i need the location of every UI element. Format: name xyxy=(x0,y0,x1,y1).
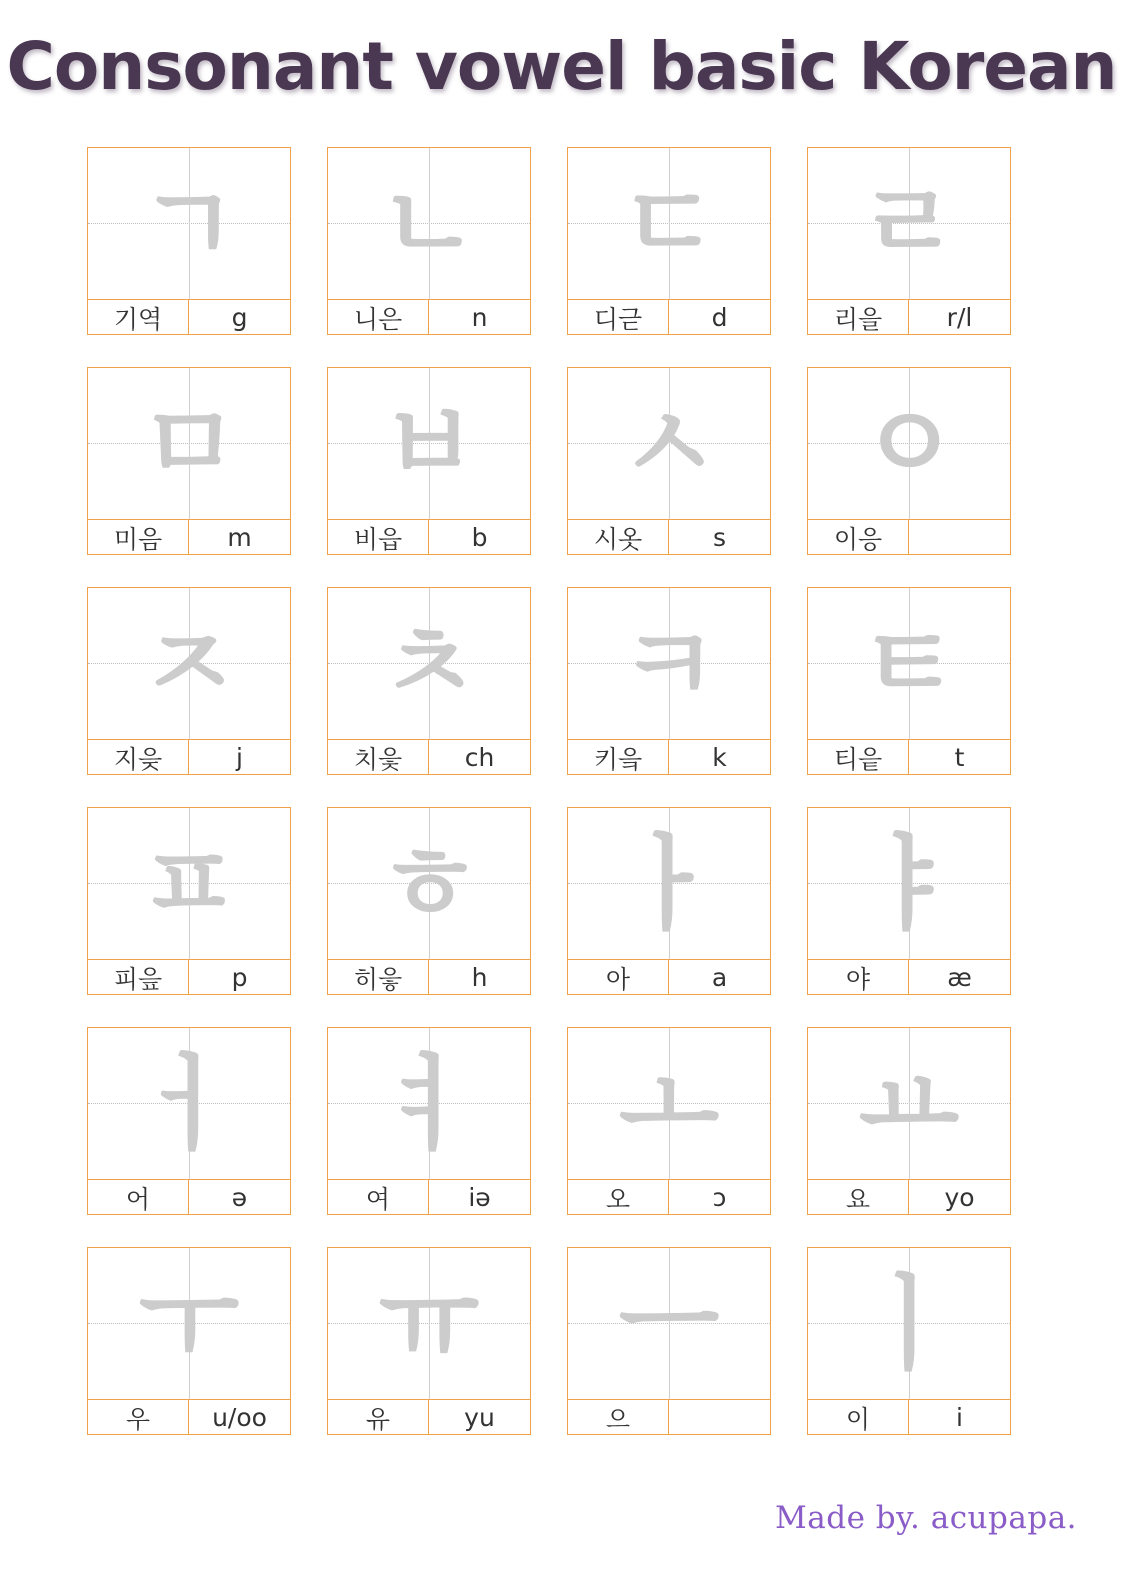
hangul-glyph: ㅌ xyxy=(858,603,960,725)
hangul-glyph: ㅣ xyxy=(858,1263,960,1385)
letter-name: 비읍 xyxy=(328,520,429,555)
letter-card xyxy=(807,1027,1011,1215)
letter-card xyxy=(87,1247,291,1435)
letter-name: 요 xyxy=(808,1180,909,1215)
romanization: h xyxy=(471,963,488,992)
letter-card xyxy=(87,1027,291,1215)
hangul-glyph: ㅓ xyxy=(138,1043,240,1165)
letter-card xyxy=(327,1027,531,1215)
romanization: s xyxy=(712,523,727,552)
hangul-glyph: ㅗ xyxy=(618,1043,720,1165)
card-footer xyxy=(568,1399,770,1435)
hangul-glyph: ㅈ xyxy=(138,603,240,725)
card-footer xyxy=(328,299,530,335)
card-footer xyxy=(328,1179,530,1215)
romanization: a xyxy=(711,963,728,992)
letter-card xyxy=(807,807,1011,995)
letter-card xyxy=(567,807,771,995)
letter-card xyxy=(807,587,1011,775)
letter-name: 우 xyxy=(88,1400,189,1435)
letter-name: 유 xyxy=(328,1400,429,1435)
letter-card xyxy=(567,367,771,555)
card-footer xyxy=(568,299,770,335)
hangul-glyph: ㅡ xyxy=(618,1263,720,1385)
card-footer xyxy=(88,959,290,995)
romanization: n xyxy=(471,303,488,332)
letter-card xyxy=(567,1027,771,1215)
card-footer xyxy=(328,739,530,775)
hangul-glyph: ㄱ xyxy=(138,163,240,285)
romanization: r/l xyxy=(946,303,973,332)
letter-name: 여 xyxy=(328,1180,429,1215)
card-footer xyxy=(808,1179,1010,1215)
romanization xyxy=(669,1400,770,1435)
romanization: t xyxy=(954,743,965,772)
card-footer xyxy=(328,1399,530,1435)
hangul-glyph: ㄹ xyxy=(858,163,960,285)
letter-card xyxy=(567,587,771,775)
letter-card xyxy=(807,1247,1011,1435)
letter-name: 으 xyxy=(568,1400,669,1435)
romanization: æ xyxy=(947,963,972,992)
letter-name: 야 xyxy=(808,960,909,995)
hangul-glyph: ㅋ xyxy=(618,603,720,725)
letter-card xyxy=(87,147,291,335)
hangul-glyph: ㅍ xyxy=(138,823,240,945)
letter-card xyxy=(87,367,291,555)
hangul-glyph: ㅁ xyxy=(138,383,240,505)
hangul-glyph: ㅛ xyxy=(858,1043,960,1165)
hangul-glyph: ㅎ xyxy=(378,823,480,945)
card-footer xyxy=(88,299,290,335)
letter-card xyxy=(87,807,291,995)
letter-card xyxy=(327,587,531,775)
letter-name: 히읗 xyxy=(328,960,429,995)
card-footer xyxy=(808,299,1010,335)
romanization: j xyxy=(236,743,243,772)
card-footer xyxy=(88,519,290,555)
letter-name: 미음 xyxy=(88,520,189,555)
romanization: ɔ xyxy=(712,1183,727,1212)
card-footer xyxy=(808,959,1010,995)
romanization: yo xyxy=(944,1183,975,1212)
romanization: b xyxy=(471,523,488,552)
letter-name: 지읒 xyxy=(88,740,189,775)
letter-card xyxy=(807,367,1011,555)
romanization: iə xyxy=(468,1183,491,1212)
letter-card xyxy=(807,147,1011,335)
card-footer xyxy=(88,1179,290,1215)
hangul-glyph: ㅑ xyxy=(858,823,960,945)
romanization: ə xyxy=(231,1183,248,1212)
romanization: k xyxy=(712,743,727,772)
card-footer xyxy=(328,959,530,995)
letter-name: 시옷 xyxy=(568,520,669,555)
romanization: ch xyxy=(464,743,495,772)
hangul-glyph: ㅇ xyxy=(858,383,960,505)
letter-card xyxy=(567,1247,771,1435)
letter-name: 이응 xyxy=(808,520,909,555)
hangul-glyph: ㅂ xyxy=(378,383,480,505)
card-footer xyxy=(568,739,770,775)
hangul-glyph: ㅅ xyxy=(618,383,720,505)
card-footer xyxy=(568,959,770,995)
card-footer xyxy=(808,1399,1010,1435)
hangul-glyph: ㅜ xyxy=(138,1263,240,1385)
letter-name: 티읕 xyxy=(808,740,909,775)
romanization: p xyxy=(231,963,248,992)
hangul-glyph: ㅊ xyxy=(378,603,480,725)
hangul-glyph: ㄷ xyxy=(618,163,720,285)
letter-name: 아 xyxy=(568,960,669,995)
card-footer xyxy=(568,1179,770,1215)
letter-name: 치읓 xyxy=(328,740,429,775)
letter-name: 디귿 xyxy=(568,300,669,335)
letter-card xyxy=(327,807,531,995)
letter-name: 니은 xyxy=(328,300,429,335)
letter-name: 키읔 xyxy=(568,740,669,775)
card-footer xyxy=(808,739,1010,775)
romanization: g xyxy=(231,303,248,332)
card-footer xyxy=(568,519,770,555)
hangul-glyph: ㅠ xyxy=(378,1263,480,1385)
card-footer xyxy=(88,739,290,775)
romanization: i xyxy=(956,1403,963,1432)
romanization: yu xyxy=(464,1403,495,1432)
card-footer xyxy=(328,519,530,555)
letter-name: 오 xyxy=(568,1180,669,1215)
letter-card xyxy=(567,147,771,335)
romanization: d xyxy=(711,303,728,332)
romanization xyxy=(909,520,1010,555)
letter-card xyxy=(327,147,531,335)
hangul-glyph: ㅕ xyxy=(378,1043,480,1165)
hangul-glyph: ㅏ xyxy=(618,823,720,945)
letter-name: 어 xyxy=(88,1180,189,1215)
letter-card xyxy=(87,587,291,775)
letter-card xyxy=(327,1247,531,1435)
hangul-glyph: ㄴ xyxy=(378,163,480,285)
letter-name: 이 xyxy=(808,1400,909,1435)
letter-name: 피읖 xyxy=(88,960,189,995)
letter-card xyxy=(327,367,531,555)
romanization: m xyxy=(227,523,252,552)
card-footer xyxy=(88,1399,290,1435)
romanization: u/oo xyxy=(212,1403,267,1432)
credit-text: Made by. acupapa. xyxy=(775,1500,1078,1536)
page-title: Consonant vowel basic Korean xyxy=(6,28,1117,105)
card-footer xyxy=(808,519,1010,555)
letter-name: 기역 xyxy=(88,300,189,335)
letter-name: 리을 xyxy=(808,300,909,335)
